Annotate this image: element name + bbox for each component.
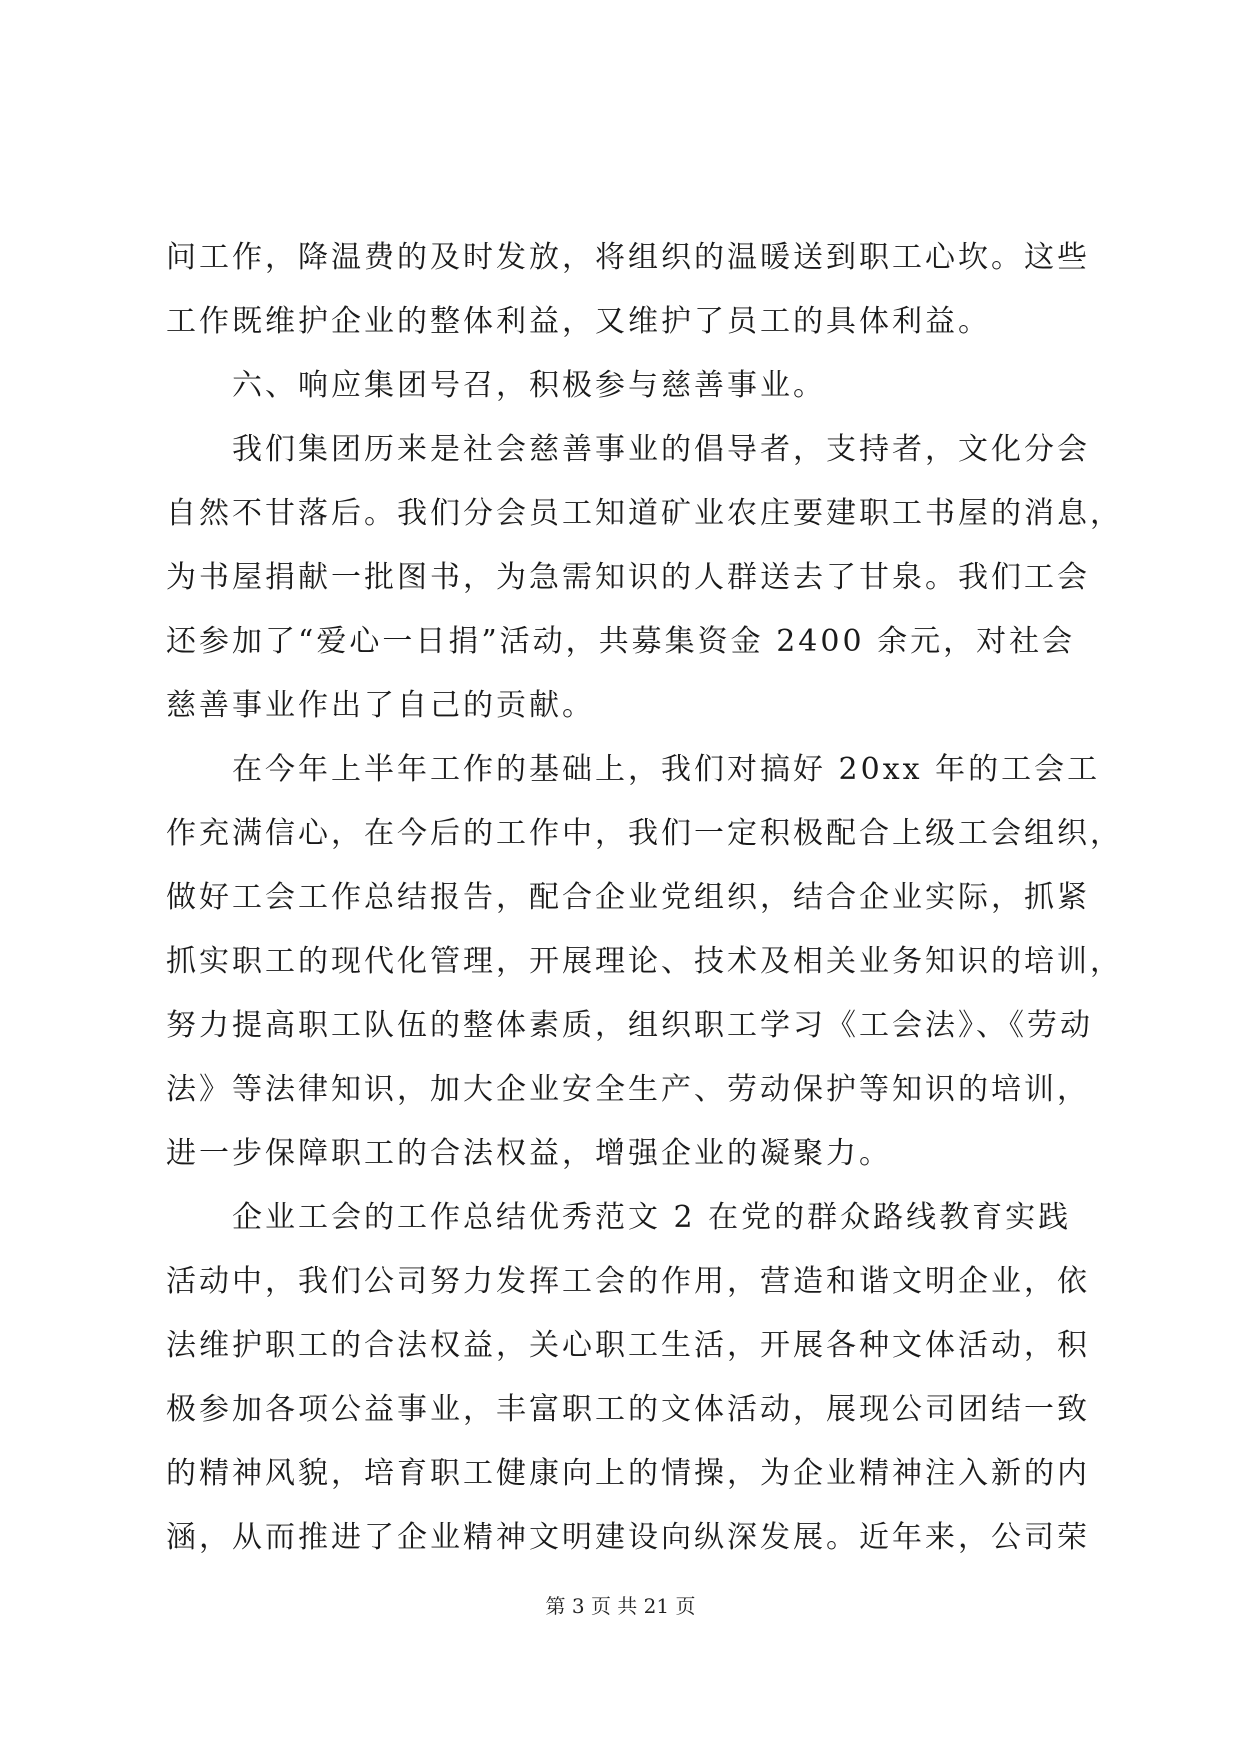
text-line: 在今年上半年工作的基础上，我们对搞好 20xx 年的工会工 [232,752,1101,787]
text-line: 法》等法律知识，加大企业安全生产、劳动保护等知识的培训， [166,1072,1090,1107]
text-line: 企业工会的工作总结优秀范文 2 在党的群众路线教育实践 [232,1200,1072,1235]
text-line: 抓实职工的现代化管理，开展理论、技术及相关业务知识的培训， [166,944,1123,979]
section-heading: 六、响应集团号召，积极参与慈善事业。 [232,368,826,403]
text-line: 活动中，我们公司努力发挥工会的作用，营造和谐文明企业，依 [166,1264,1090,1299]
text-line: 努力提高职工队伍的整体素质，组织职工学习《工会法》、《劳动 [166,1008,1093,1043]
text-line: 自然不甘落后。我们分会员工知道矿业农庄要建职工书屋的消息， [166,496,1123,531]
text-line: 问工作，降温费的及时发放，将组织的温暖送到职工心坎。这些 [166,240,1090,275]
text-line: 做好工会工作总结报告，配合企业党组织，结合企业实际，抓紧 [166,880,1090,915]
text-line: 作充满信心，在今后的工作中，我们一定积极配合上级工会组织， [166,816,1123,851]
text-line: 的精神风貌，培育职工健康向上的情操，为企业精神注入新的内 [166,1456,1090,1491]
text-line: 慈善事业作出了自己的贡献。 [166,688,595,723]
page-footer: 第 3 页 共 21 页 [545,1594,696,1618]
text-line: 法维护职工的合法权益，关心职工生活，开展各种文体活动，积 [166,1328,1090,1363]
text-line: 涵，从而推进了企业精神文明建设向纵深发展。近年来，公司荣 [166,1520,1090,1555]
text-line: 还参加了“爱心一日捐”活动，共募集资金 2400 余元，对社会 [166,624,1076,659]
text-line: 我们集团历来是社会慈善事业的倡导者，支持者，文化分会 [232,432,1090,467]
text-line: 进一步保障职工的合法权益，增强企业的凝聚力。 [166,1136,892,1171]
text-line: 为书屋捐献一批图书，为急需知识的人群送去了甘泉。我们工会 [166,560,1090,595]
document-body [166,226,1123,1570]
text-line: 工作既维护企业的整体利益，又维护了员工的具体利益。 [166,304,991,339]
text-line: 极参加各项公益事业，丰富职工的文体活动，展现公司团结一致 [166,1392,1090,1427]
